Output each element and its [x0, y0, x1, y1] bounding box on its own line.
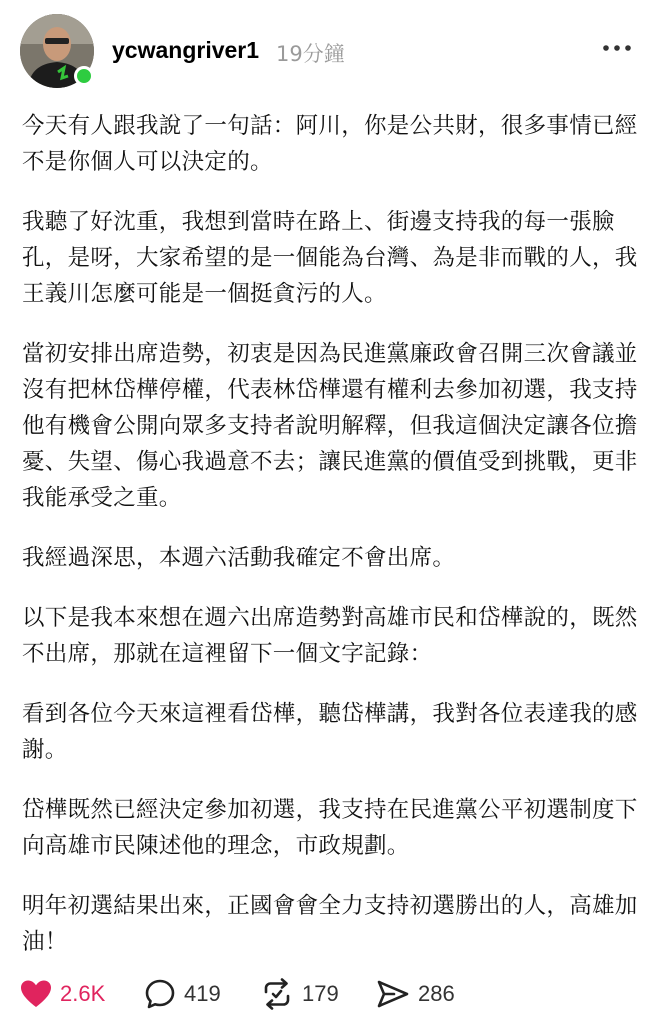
like-count: 2.6K [60, 981, 106, 1006]
online-status-badge [74, 66, 94, 86]
like-button[interactable] [20, 972, 105, 1016]
more-options-icon[interactable] [600, 38, 634, 58]
post-timestamp: 19分鐘 [276, 42, 345, 66]
repost-count: 179 [302, 981, 339, 1006]
share-send-icon [376, 978, 410, 1010]
post-paragraph: 我聽了好沈重，我想到當時在路上、街邊支持我的每一張臉孔，是呀，大家希望的是一個能為台灣、為是非而戰的人，我王義川怎麼可能是一個挺貪污的人。 [22, 209, 638, 307]
share-button[interactable] [376, 972, 455, 1016]
repost-button[interactable] [260, 972, 339, 1016]
post-paragraph: 明年初選結果出來，正國會會全力支持初選勝出的人，高雄加油！ [22, 893, 638, 955]
post-body [22, 108, 642, 984]
comment-count: 419 [184, 981, 221, 1006]
post-paragraph: 岱樺既然已經決定參加初選，我支持在民進黨公平初選制度下向高雄市民陳述他的理念，市政規劃。 [22, 797, 638, 859]
post-paragraph: 看到各位今天來這裡看岱樺，聽岱樺講，我對各位表達我的感謝。 [22, 701, 638, 763]
post-header [0, 0, 661, 100]
post-actions-bar [20, 972, 640, 1016]
comment-button[interactable] [144, 972, 221, 1016]
post-paragraph: 今天有人跟我說了一句話：阿川，你是公共財，很多事情已經不是你個人可以決定的。 [22, 113, 638, 175]
heart-icon [20, 979, 52, 1009]
post-paragraph: 以下是我本來想在週六出席造勢對高雄市民和岱樺說的，既然不出席，那就在這裡留下一個文字記錄： [22, 605, 638, 667]
comment-bubble-icon [144, 978, 176, 1010]
post-paragraph: 我經過深思，本週六活動我確定不會出席。 [22, 545, 456, 571]
username-link[interactable]: ycwangriver1 [112, 37, 260, 63]
share-count: 286 [418, 981, 455, 1006]
repost-icon [260, 978, 294, 1010]
post-paragraph: 當初安排出席造勢，初衷是因為民進黨廉政會召開三次會議並沒有把林岱樺停權，代表林岱樺還有權利去參加初選，我支持他有機會公開向眾多支持者說明解釋，但我這個決定讓各位擔憂、失望、傷心我過意不去；讓民進黨的價值受到挑戰，更非我能承受之重。 [22, 341, 638, 511]
